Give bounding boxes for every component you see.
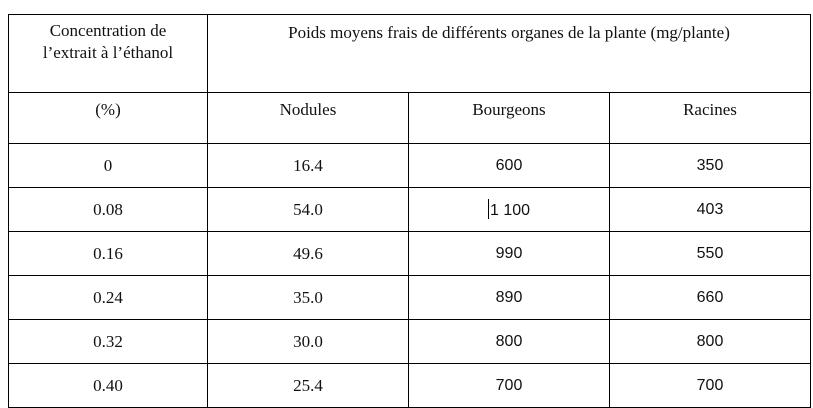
weights-header-title: Poids moyens frais de différents organes de la plante (mg/plante)	[288, 23, 730, 42]
weights-header-cell	[208, 15, 811, 93]
concentration-cell: 0.08	[9, 188, 208, 232]
bourgeons-value: 1 100	[489, 202, 531, 219]
concentration-cell: 0	[9, 144, 208, 188]
concentration-cell: 0.24	[9, 276, 208, 320]
concentration-cell: 0.40	[9, 364, 208, 408]
racines-cell: 550	[610, 232, 811, 276]
column-header-label: Bourgeons	[472, 100, 546, 119]
table-row	[9, 144, 811, 188]
nodules-cell: 25.4	[208, 364, 409, 408]
nodules-cell: 54.0	[208, 188, 409, 232]
table-row	[9, 232, 811, 276]
concentration-header-line2: l’extrait à l’éthanol	[42, 43, 174, 62]
column-header-label: Nodules	[279, 100, 337, 119]
racines-cell: 350	[610, 144, 811, 188]
table-row	[9, 364, 811, 408]
column-header-racines	[610, 93, 811, 144]
unit-cell	[9, 93, 208, 144]
text-cursor	[488, 199, 489, 219]
bourgeons-cell: 990	[409, 232, 610, 276]
bourgeons-cell: 700	[409, 364, 610, 408]
nodules-cell: 16.4	[208, 144, 409, 188]
table-row	[9, 320, 811, 364]
concentration-header-cell	[9, 15, 208, 93]
bourgeons-cell	[409, 188, 610, 232]
bourgeons-cell: 890	[409, 276, 610, 320]
concentration-cell: 0.16	[9, 232, 208, 276]
plant-organ-weight-table	[8, 14, 811, 408]
column-header-nodules	[208, 93, 409, 144]
racines-cell: 403	[610, 188, 811, 232]
bourgeons-cell: 600	[409, 144, 610, 188]
racines-cell: 800	[610, 320, 811, 364]
bourgeons-cell: 800	[409, 320, 610, 364]
table-row	[9, 188, 811, 232]
concentration-cell: 0.32	[9, 320, 208, 364]
header-row	[9, 15, 811, 93]
table-row	[9, 276, 811, 320]
nodules-cell: 30.0	[208, 320, 409, 364]
subheader-row	[9, 93, 811, 144]
unit-label: (%)	[95, 100, 121, 119]
concentration-header-line1: Concentration de	[49, 21, 167, 40]
racines-cell: 660	[610, 276, 811, 320]
nodules-cell: 49.6	[208, 232, 409, 276]
data-table-container	[8, 14, 811, 408]
nodules-cell: 35.0	[208, 276, 409, 320]
racines-cell: 700	[610, 364, 811, 408]
column-header-label: Racines	[683, 100, 737, 119]
column-header-bourgeons	[409, 93, 610, 144]
